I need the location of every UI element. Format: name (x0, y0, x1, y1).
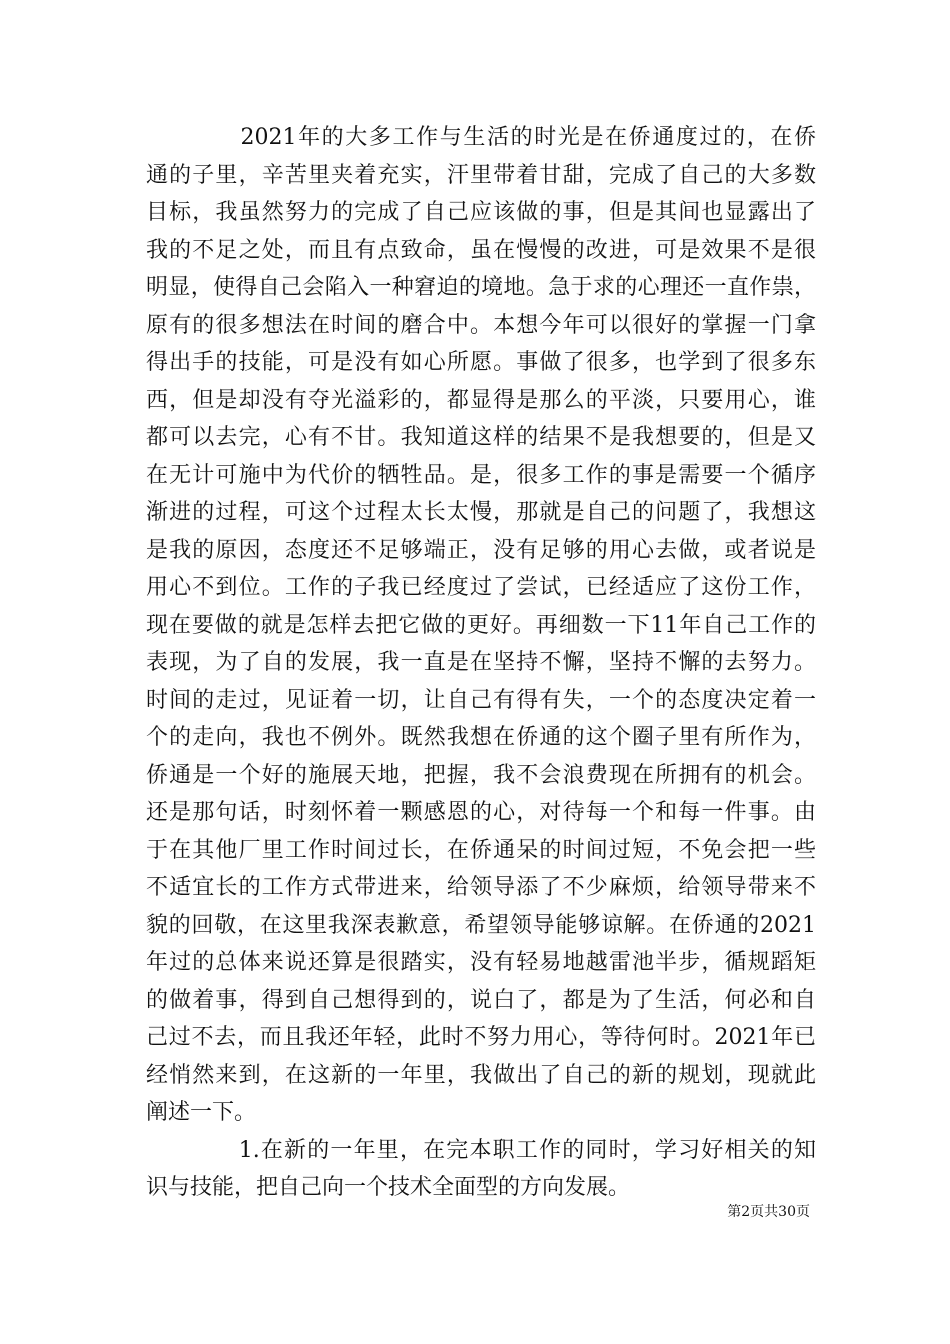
paragraph1-line: 现在要做的就是怎样去把它做的更好。再细数一下11年自己工作的 (146, 613, 816, 638)
paragraph1-line: 不适宜长的工作方式带进来，给领导添了不少麻烦，给领导带来不 (146, 875, 816, 900)
paragraph1-line: 西，但是却没有夺光溢彩的，都显得是那么的平淡，只要用心，谁 (146, 388, 816, 413)
paragraph2-line: 识与技能，把自己向一个技术全面型的方向发展。 (146, 1175, 631, 1200)
paragraph1-line: 侨通是一个好的施展天地，把握，我不会浪费现在所拥有的机会。 (146, 763, 816, 788)
paragraph1-line: 原有的很多想法在时间的磨合中。本想今年可以很好的掌握一门拿 (146, 313, 816, 338)
paragraph1-line: 阐述一下。 (146, 1100, 257, 1125)
paragraph1-line: 我的不足之处，而且有点致命，虽在慢慢的改进，可是效果不是很 (146, 238, 816, 263)
paragraph1-line: 明显，使得自己会陷入一种窘迫的境地。急于求的心理还一直作祟， (146, 275, 816, 300)
paragraph1-line: 通的子里，辛苦里夹着充实，汗里带着甘甜，完成了自己的大多数 (146, 163, 816, 188)
paragraph1-line: 时间的走过，见证着一切，让自己有得有失，一个的态度决定着一 (146, 688, 816, 713)
paragraph1-line: 个的走向，我也不例外。既然我想在侨通的这个圈子里有所作为， (146, 725, 816, 750)
paragraph1-line: 己过不去，而且我还年轻，此时不努力用心，等待何时。2021年已 (146, 1025, 816, 1050)
paragraph2-line: 1.在新的一年里，在完本职工作的同时，学习好相关的知 (146, 1138, 816, 1163)
paragraph1-line: 2021年的大多工作与生活的时光是在侨通度过的，在侨 (146, 125, 816, 150)
paragraph1-line: 还是那句话，时刻怀着一颗感恩的心，对待每一个和每一件事。由 (146, 800, 816, 825)
paragraph1-line: 的做着事，得到自己想得到的，说白了，都是为了生活，何必和自 (146, 988, 816, 1013)
paragraph1-line: 在无计可施中为代价的牺牲品。是，很多工作的事是需要一个循序 (146, 463, 816, 488)
paragraph1-line: 貌的回敬，在这里我深表歉意，希望领导能够谅解。在侨通的2021 (146, 913, 816, 938)
paragraph1-line: 经悄然来到，在这新的一年里，我做出了自己的新的规划，现就此 (146, 1063, 816, 1088)
paragraph1-line: 表现，为了自的发展，我一直是在坚持不懈，坚持不懈的去努力。 (146, 650, 816, 675)
paragraph1-line: 是我的原因，态度还不足够端正，没有足够的用心去做，或者说是 (146, 538, 816, 563)
paragraph1-line: 年过的总体来说还算是很踏实，没有轻易地越雷池半步，循规蹈矩 (146, 950, 816, 975)
paragraph1-line: 都可以去完，心有不甘。我知道这样的结果不是我想要的，但是又 (146, 425, 816, 450)
paragraph1-line: 目标，我虽然努力的完成了自己应该做的事，但是其间也显露出了 (146, 200, 816, 225)
paragraph1-line: 渐进的过程，可这个过程太长太慢，那就是自己的问题了，我想这 (146, 500, 816, 525)
paragraph1-line: 得出手的技能，可是没有如心所愿。事做了很多，也学到了很多东 (146, 350, 816, 375)
paragraph1-line: 于在其他厂里工作时间过长，在侨通呆的时间过短，不免会把一些 (146, 838, 816, 863)
page-number: 第2页共30页 (727, 1204, 810, 1220)
paragraph1-line: 用心不到位。工作的子我已经度过了尝试，已经适应了这份工作， (146, 575, 816, 600)
